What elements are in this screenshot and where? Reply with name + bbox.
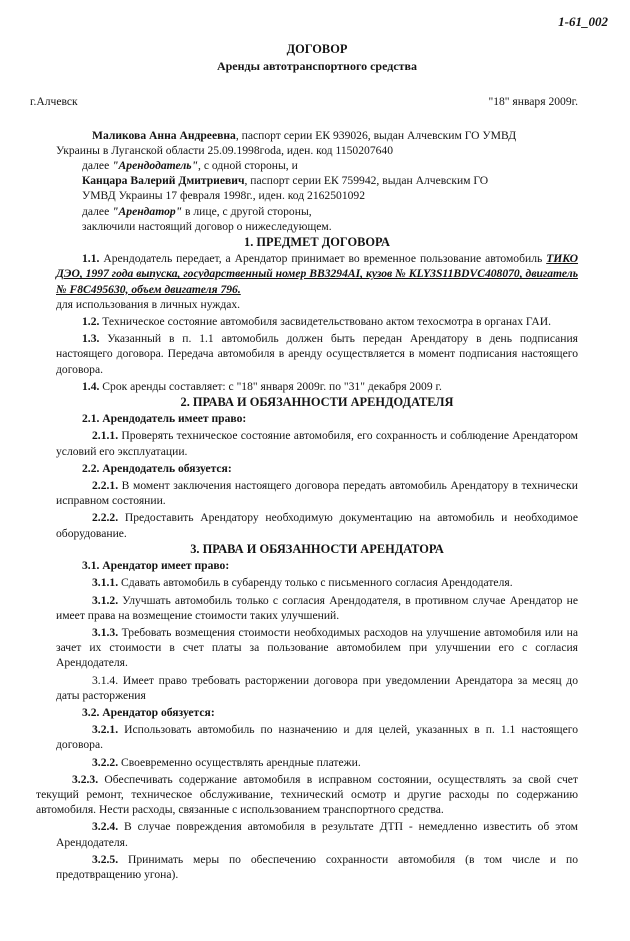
clause-text: Принимать меры по обеспечению сохранности автомобиля (в том числе и по предотвращению угона). [56, 852, 578, 881]
clause-number: 1.3. [82, 332, 100, 346]
subsection-3-1-heading: 3.1. Арендатор имеет право: [82, 559, 230, 573]
clause-number: 3.2.2. [92, 755, 119, 769]
clause-2-2-1 [56, 478, 578, 508]
clause-text: Проверять техническое состояние автомобиля, его сохранность и соблюдение Арендатором условий его эксплуатации. [56, 429, 578, 458]
clause-number: 2.2.1. [92, 479, 119, 493]
clause-number: 2.2.2. [92, 511, 119, 525]
place-date-row [30, 94, 578, 109]
clause-number: 3.2.1. [92, 723, 119, 737]
clause-2-1-1 [56, 428, 578, 458]
lessee-paragraph [82, 173, 578, 188]
clause-1-2 [56, 314, 578, 329]
clause-3-2-1 [56, 722, 578, 752]
section-1-heading: 1. ПРЕДМЕТ ДОГОВОРА [244, 235, 390, 250]
vehicle-description: ТИКО ДЭО, 1997 года выпуска, государственный номер ВВ3294АІ, кузов № KLY3S11BDVC408070, двигатель № F8C495630, объем двигателя 796. [56, 252, 578, 296]
clause-1-3 [56, 331, 578, 377]
clause-1-1-tail: для использования в личных нуждах. [56, 297, 241, 311]
clause-text: Требовать возмещения стоимости необходимых расходов на улучшение автомобиля или на зачет их стоимости в счет платы за пользование автомобилем при улучшении его с согласия Арендодателя. [56, 625, 578, 670]
lessee-alias-prefix: далее [82, 204, 113, 218]
clause-text: Срок аренды составляет: с "18" января 2009г. по "31" декабря 2009 г. [99, 379, 442, 393]
clause-3-1-4 [56, 673, 578, 703]
clause-3-1-1 [56, 575, 578, 590]
clause-number: 1.1. [82, 252, 100, 266]
clause-text: Своевременно осуществлять арендные платежи. [118, 755, 361, 769]
document-id: 1-61_002 [558, 14, 608, 29]
section-3-heading: 3. ПРАВА И ОБЯЗАННОСТИ АРЕНДАТОРА [190, 541, 444, 556]
clause-number: 3.2.3. [72, 772, 99, 786]
section-3 [36, 558, 578, 882]
lessee-alias-line [82, 204, 578, 219]
lessee-alias-suffix: в лице, с другой стороны, [182, 204, 312, 218]
clause-text: Сдавать автомобиль в субаренду только с письменного согласия Арендодателя. [118, 576, 513, 590]
lessor-paragraph [56, 128, 578, 143]
clause-number: 2.1.1. [92, 429, 119, 443]
document-subtitle: Аренды автотранспортного средства [216, 59, 418, 74]
document-title: ДОГОВОР [286, 42, 348, 56]
parties-block [56, 128, 578, 234]
clause-text: В случае повреждения автомобиля в результате ДТП - немедленно известить об этом Арендодателя. [56, 820, 578, 849]
clause-text: Улучшать автомобиль только с согласия Арендодателя, в противном случае Арендатор не имеет права на возмещение стоимости таких улучшений. [56, 593, 578, 622]
lessee-details-line: УМВД Украины 17 февраля 1998г., иден. код 2162501092 [82, 189, 366, 203]
clause-3-2-4 [56, 819, 578, 849]
clause-3-1-2 [56, 593, 578, 623]
clause-1-4 [56, 379, 578, 394]
lessor-alias-prefix: далее [82, 159, 113, 173]
clause-text: В момент заключения настоящего договора передать автомобиль Арендатору в технически исправном состоянии. [56, 479, 578, 508]
clause-number: 3.1.2. [92, 593, 119, 607]
section-2-heading: 2. ПРАВА И ОБЯЗАННОСТИ АРЕНДОДАТЕЛЯ [180, 395, 454, 410]
lessee-alias: "Арендатор" [112, 204, 183, 218]
clause-text: Арендодатель передает, а Арендатор принимает во временное пользование автомобиль [99, 252, 547, 266]
clause-3-2-5 [56, 852, 578, 882]
section-2 [56, 411, 578, 541]
clause-text: Техническое состояние автомобиля засвидетельствовано актом техосмотра в органах ГАИ. [99, 315, 551, 329]
clause-text: Обеспечивать содержание автомобиля в исправном состоянии, осуществлять за свой счет текущий ремонт, техническое обслуживание, технический осмотр и другие расходы по содержанию автомобиля. Нести расходы, связанные с использованием транспортного средства. [36, 772, 578, 817]
subsection-2-2-heading: 2.2. Арендодатель обязуется: [82, 461, 232, 475]
clause-text: Предоставить Арендатору необходимую документацию на автомобиль и необходимое оборудование. [56, 511, 578, 540]
clause-text: Использовать автомобиль по назначению и для целей, указанных в п. 1.1 настоящего договора. [56, 723, 578, 752]
clause-text: Имеет право требовать расторжении договора при уведомлении Арендатора за месяц до даты расторжения [56, 673, 578, 702]
clause-2-2-2 [56, 510, 578, 540]
lessor-alias-suffix: , с одной стороны, и [198, 159, 298, 173]
clause-1-1 [56, 251, 578, 297]
clause-number: 3.1.3. [92, 625, 119, 639]
lessor-alias: "Арендодатель" [112, 159, 199, 173]
clause-number: 1.4. [82, 379, 100, 393]
clause-number: 1.2. [82, 315, 100, 329]
clause-3-1-3 [56, 625, 578, 671]
lessor-details-1: , паспорт серии ЕК 939026, выдан Алчевским ГО УМВД [235, 128, 517, 142]
subsection-2-1-heading: 2.1. Арендодатель имеет право: [82, 412, 247, 426]
lessor-details-line: Украины в Луганской области 25.09.1998гoda, иден. код 1150207640 [56, 143, 394, 157]
concluded-line: заключили настоящий договор о нижеследующем. [82, 219, 332, 233]
lessee-details-1: , паспорт серии ЕК 759942, выдан Алчевским ГО [244, 174, 489, 188]
lessor-name: Маликова Анна Андреевна [92, 128, 236, 142]
clause-3-2-3 [36, 772, 578, 818]
clause-number: 3.1.4. [92, 673, 119, 687]
subsection-3-2-heading: 3.2. Арендатор обязуется: [82, 705, 215, 719]
contract-date: "18" января 2009г. [488, 95, 578, 109]
clause-number: 3.2.5. [92, 852, 119, 866]
clause-text: Указанный в п. 1.1 автомобиль должен быть передан Арендатору в день подписания настоящего договора. Передача автомобиля в аренду осуществляется в момент подписания настоящего договора. [56, 332, 578, 376]
clause-3-2-2 [56, 755, 578, 770]
clause-number: 3.2.4. [92, 820, 119, 834]
clause-number: 3.1.1. [92, 576, 119, 590]
lessee-name: Канцара Валерий Дмитриевич [82, 174, 245, 188]
contract-city: г.Алчевск [30, 95, 78, 109]
section-1 [56, 251, 578, 394]
lessor-alias-line [82, 158, 578, 173]
